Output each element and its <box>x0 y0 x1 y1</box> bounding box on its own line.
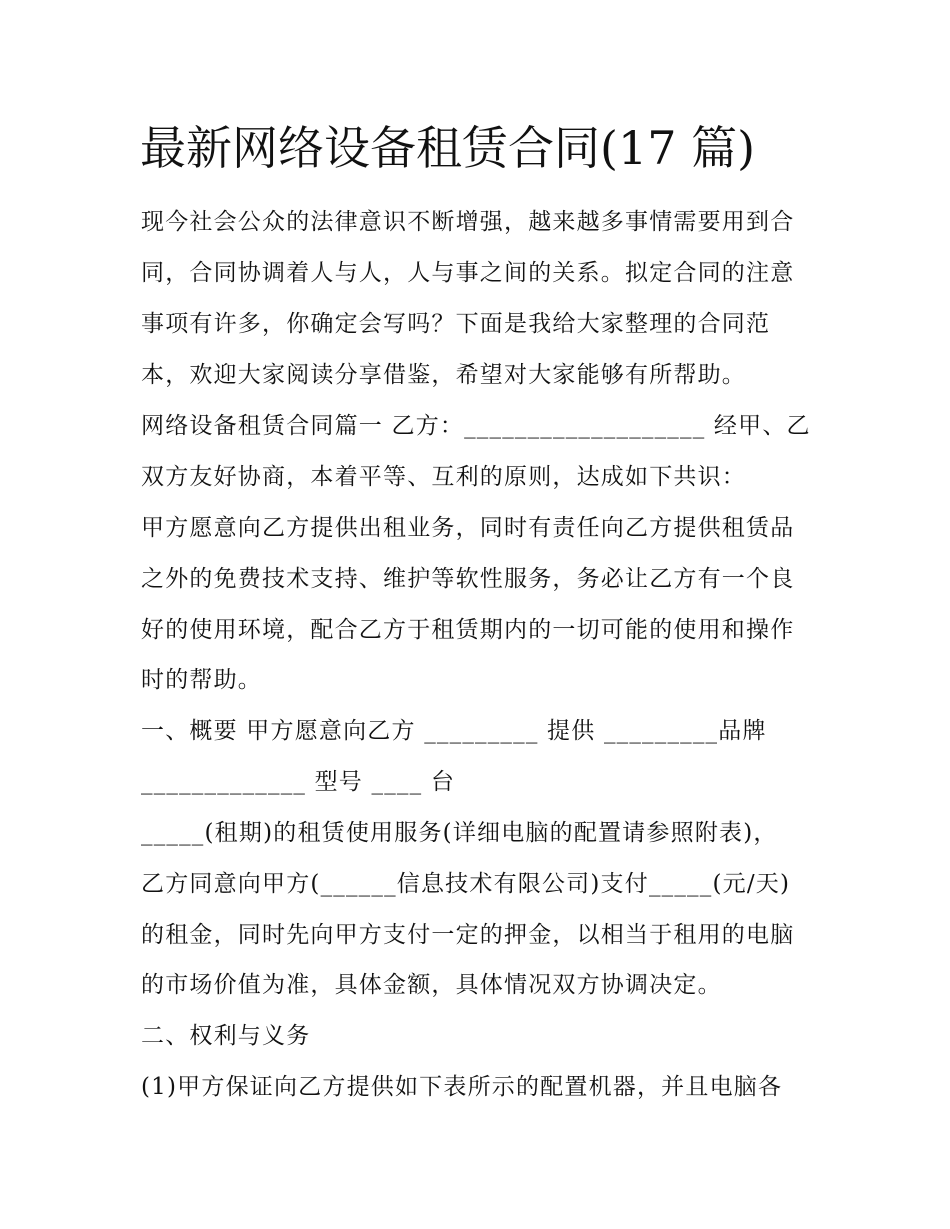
paragraph-line: 甲方愿意向乙方提供出租业务，同时有责任向乙方提供租赁品 <box>141 515 795 541</box>
section-heading-line: 一、概要 甲方愿意向乙方 _________ 提供 _________品牌 <box>141 718 767 744</box>
paragraph-line: 事项有许多，你确定会写吗？下面是我给大家整理的合同范 <box>141 311 771 337</box>
paragraph-line: 本，欢迎大家阅读分享借鉴，希望对大家能够有所帮助。 <box>141 362 746 388</box>
paragraph-line: 时的帮助。 <box>141 667 262 693</box>
paragraph-line: 之外的免费技术支持、维护等软性服务，务必让乙方有一个良 <box>141 566 795 592</box>
document-title: 最新网络设备租赁合同(17 篇) <box>140 121 756 175</box>
paragraph-line: _____________ 型号 ____ 台 <box>141 769 456 795</box>
paragraph-line: _____(租期)的租赁使用服务(详细电脑的配置请参照附表)， <box>141 820 778 846</box>
paragraph-line: 双方友好协商，本着平等、互利的原则，达成如下共识： <box>141 464 746 490</box>
paragraph-line: (1)甲方保证向乙方提供如下表所示的配置机器，并且电脑各 <box>141 1074 783 1100</box>
paragraph-line: 同，合同协调着人与人，人与事之间的关系。拟定合同的注意 <box>141 260 795 286</box>
paragraph-line: 现今社会公众的法律意识不断增强，越来越多事情需要用到合 <box>141 209 795 235</box>
paragraph-line: 网络设备租赁合同篇一 乙方：___________________ 经甲、乙 <box>141 413 811 439</box>
paragraph-line: 乙方同意向甲方(______信息技术有限公司)支付_____(元/天) <box>141 871 791 897</box>
paragraph-line: 的租金，同时先向甲方支付一定的押金，以相当于租用的电脑 <box>141 922 795 948</box>
section-heading-line: 二、权利与义务 <box>141 1023 311 1049</box>
paragraph-line: 的市场价值为准，具体金额，具体情况双方协调决定。 <box>141 972 722 998</box>
paragraph-line: 好的使用环境，配合乙方于租赁期内的一切可能的使用和操作 <box>141 617 795 643</box>
